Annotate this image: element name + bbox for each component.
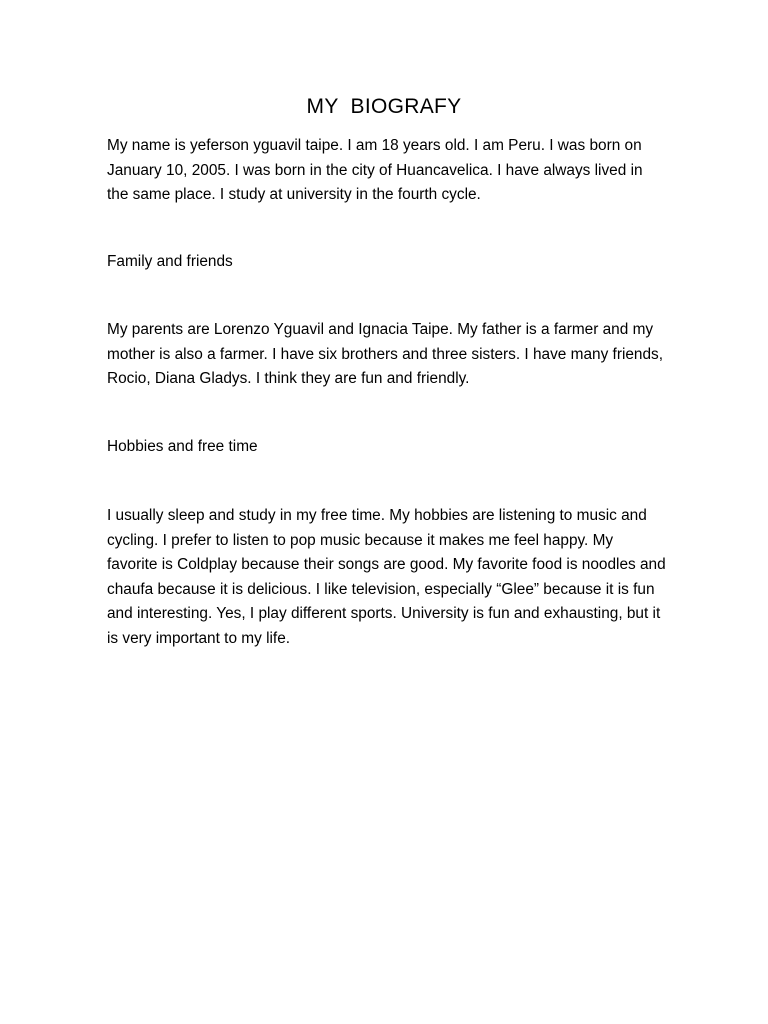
document-title: MY BIOGRAFY: [306, 95, 462, 118]
section-heading-family: Family and friends: [107, 253, 233, 270]
section-paragraph-hobbies: I usually sleep and study in my free time. My hobbies are listening to music and cycling. I prefer to listen to pop music because it makes me feel happy. My favorite is Coldplay because their songs are good. My favorite food is noodles and chaufa because it is delicious. I like television, especially “Glee” because it is fun and interesting. Yes, I play different sports. University is fun and exhausting, but it is very important to my life.: [107, 507, 666, 647]
section-paragraph-family: My parents are Lorenzo Yguavil and Ignacia Taipe. My father is a farmer and my mother is also a farmer. I have six brothers and three sisters. I have many friends, Rocio, Diana Gladys. I think they are fun and friendly.: [107, 321, 664, 388]
intro-paragraph: My name is yeferson yguavil taipe. I am 18 years old. I am Peru. I was born on January 10, 2005. I was born in the city of Huancavelica. I have always lived in the same place. I study at university in the fourth cycle.: [107, 137, 643, 204]
section-heading-hobbies: Hobbies and free time: [107, 438, 258, 455]
